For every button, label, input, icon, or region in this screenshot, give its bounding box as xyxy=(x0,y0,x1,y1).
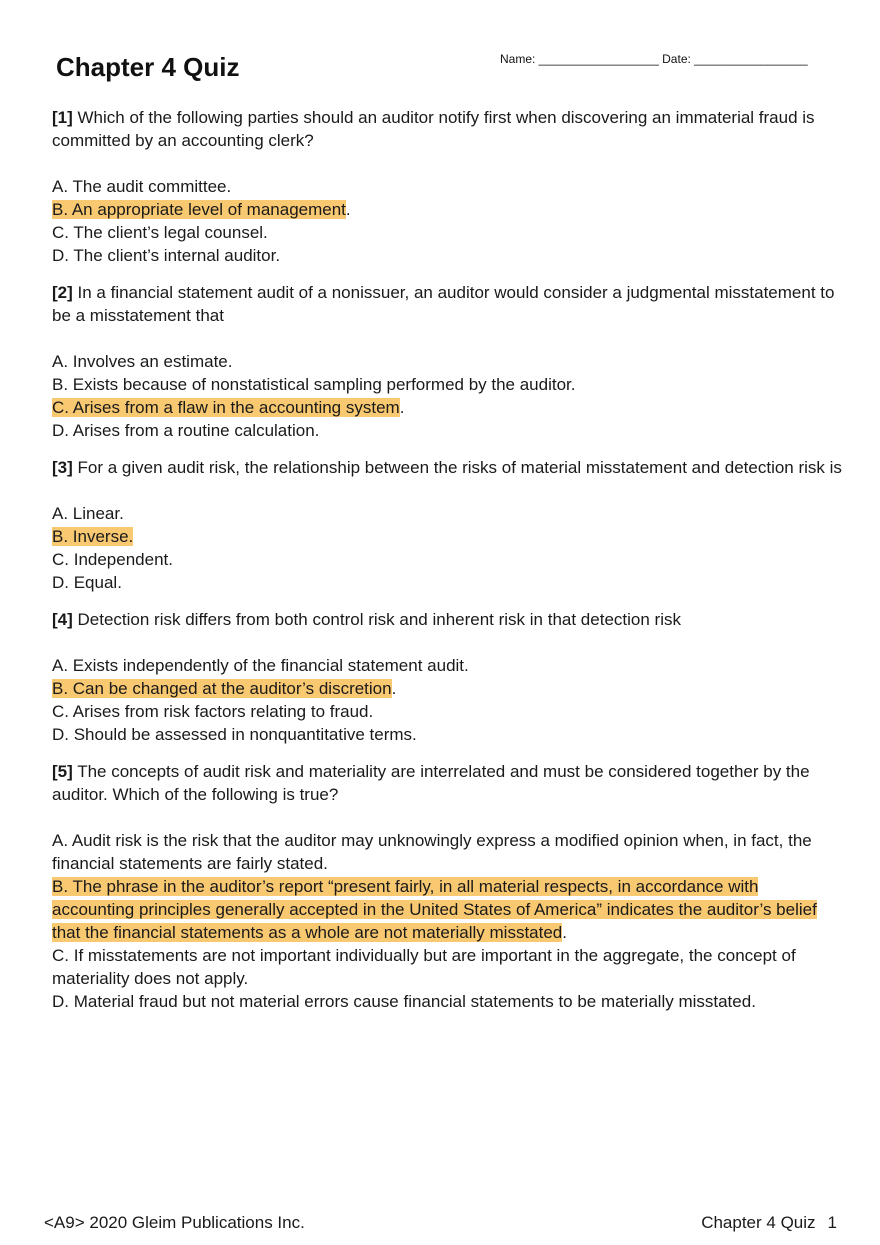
question-number: [1] xyxy=(52,108,73,127)
option-text: B. Exists because of nonstatistical sampling performed by the auditor. xyxy=(52,375,576,394)
answer-options xyxy=(52,654,842,746)
footer-title: Chapter 4 Quiz xyxy=(701,1213,816,1232)
option-a xyxy=(52,175,842,198)
option-d xyxy=(52,419,842,442)
option-b xyxy=(52,875,842,944)
option-text: D. Should be assessed in nonquantitative terms. xyxy=(52,725,417,744)
option-text: A. Involves an estimate. xyxy=(52,352,233,371)
question-prompt: Which of the following parties should an auditor notify first when discovering an immaterial fraud is committed by an accounting clerk? xyxy=(52,108,815,150)
highlighted-answer: B. Can be changed at the auditor’s discretion xyxy=(52,679,392,698)
option-b xyxy=(52,677,842,700)
option-trail: . xyxy=(345,200,351,219)
option-text: D. Equal. xyxy=(52,573,122,592)
question-4 xyxy=(52,608,842,746)
option-trail: . xyxy=(399,398,405,417)
name-date-line: Name: __________________ Date: _________________ xyxy=(500,52,808,66)
option-trail: . xyxy=(391,679,397,698)
answer-options xyxy=(52,829,842,1013)
option-text: C. The client’s legal counsel. xyxy=(52,223,268,242)
option-a xyxy=(52,654,842,677)
option-a xyxy=(52,829,842,875)
question-text xyxy=(52,608,842,631)
option-text: A. Audit risk is the risk that the auditor may unknowingly express a modified opinion when, in fact, the financial statements are fairly stated. xyxy=(52,831,812,873)
question-5 xyxy=(52,760,842,1013)
question-prompt: The concepts of audit risk and materiality are interrelated and must be considered together by the auditor. Which of the following is true? xyxy=(52,762,810,804)
question-3 xyxy=(52,456,842,594)
answer-options xyxy=(52,350,842,442)
question-prompt: In a financial statement audit of a nonissuer, an auditor would consider a judgmental misstatement to be a misstatement that xyxy=(52,283,835,325)
highlighted-answer: B. An appropriate level of management xyxy=(52,200,346,219)
highlighted-answer: B. Inverse. xyxy=(52,527,134,546)
question-number: [5] xyxy=(52,762,73,781)
option-d xyxy=(52,571,842,594)
option-b xyxy=(52,373,842,396)
question-text xyxy=(52,760,842,806)
question-number: [3] xyxy=(52,458,73,477)
question-number: [2] xyxy=(52,283,73,302)
option-a xyxy=(52,350,842,373)
answer-options xyxy=(52,175,842,267)
question-2 xyxy=(52,281,842,442)
question-prompt: Detection risk differs from both control risk and inherent risk in that detection risk xyxy=(77,610,681,629)
option-trail: . xyxy=(562,923,567,942)
option-text: D. The client’s internal auditor. xyxy=(52,246,281,265)
question-text xyxy=(52,281,842,327)
option-a xyxy=(52,502,842,525)
question-number: [4] xyxy=(52,610,73,629)
option-d xyxy=(52,990,842,1013)
option-text: C. If misstatements are not important individually but are important in the aggregate, the concept of materiality does not apply. xyxy=(52,946,796,988)
option-text: D. Material fraud but not material errors cause financial statements to be materially misstated. xyxy=(52,992,756,1011)
page-title: Chapter 4 Quiz xyxy=(56,52,240,82)
question-prompt: For a given audit risk, the relationship between the risks of material misstatement and detection risk is xyxy=(77,458,842,477)
option-c xyxy=(52,700,842,723)
highlighted-answer: C. Arises from a flaw in the accounting system xyxy=(52,398,400,417)
option-text: D. Arises from a routine calculation. xyxy=(52,421,320,440)
question-text xyxy=(52,106,842,152)
option-text: A. The audit committee. xyxy=(52,177,232,196)
answer-options xyxy=(52,502,842,594)
option-c xyxy=(52,396,842,419)
option-b xyxy=(52,198,842,221)
option-text: A. Exists independently of the financial statement audit. xyxy=(52,656,469,675)
quiz-content xyxy=(52,106,842,1027)
option-b xyxy=(52,525,842,548)
option-c xyxy=(52,944,842,990)
option-c xyxy=(52,221,842,244)
question-text xyxy=(52,456,842,479)
footer-page-info xyxy=(701,1213,837,1233)
option-d xyxy=(52,723,842,746)
option-text: C. Arises from risk factors relating to fraud. xyxy=(52,702,374,721)
option-d xyxy=(52,244,842,267)
option-text: A. Linear. xyxy=(52,504,124,523)
option-text: C. Independent. xyxy=(52,550,173,569)
question-1 xyxy=(52,106,842,267)
option-c xyxy=(52,548,842,571)
highlighted-answer: B. The phrase in the auditor’s report “present fairly, in all material respects, in accordance with accounting principles generally accepted in the United States of America” indicates the auditor’s belief that the financial statements as a whole are not materially misstated xyxy=(52,877,817,942)
page-number: 1 xyxy=(827,1213,837,1232)
footer-copyright: <A9> 2020 Gleim Publications Inc. xyxy=(44,1213,305,1232)
